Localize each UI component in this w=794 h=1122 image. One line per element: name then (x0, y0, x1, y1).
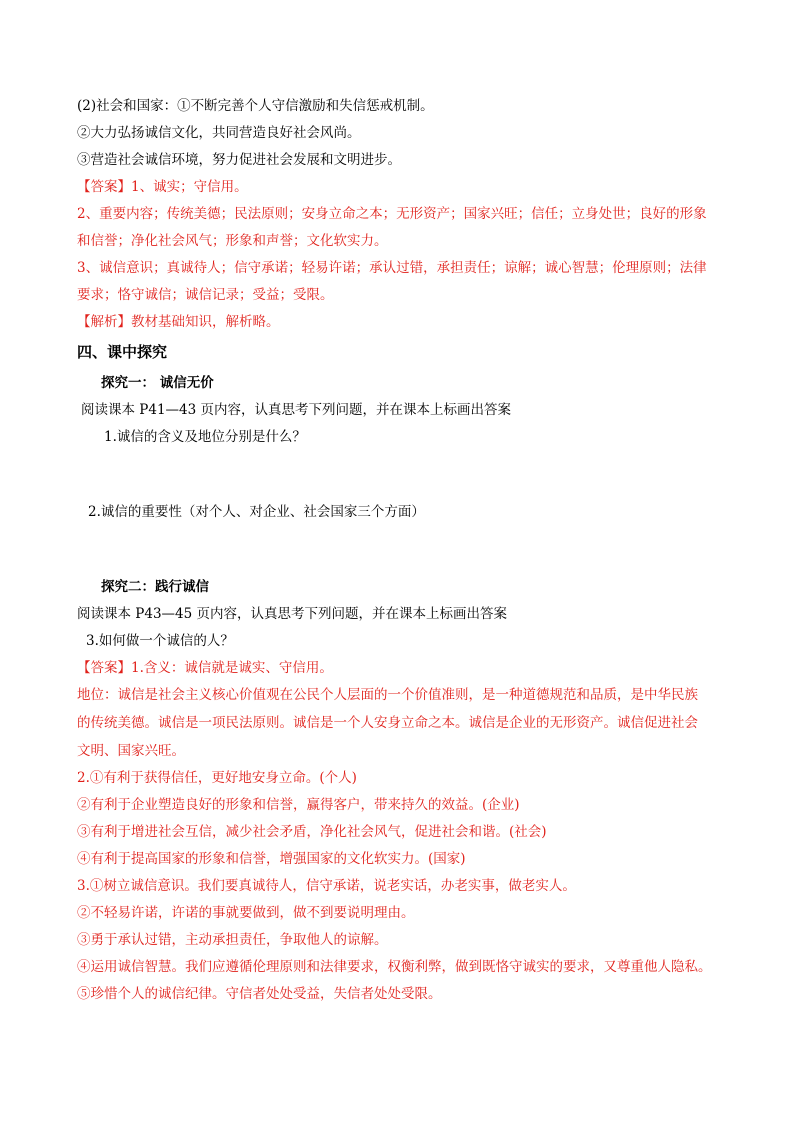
practice-line-4: ④运用诚信智慧。我们应遵循伦理原则和法律要求，权衡利弊，做到既恪守诚实的要求，又尊重他人隐私。 (77, 959, 712, 975)
importance-line-4: ④有利于提高国家的形象和信誉，增强国家的文化软实力。(国家) (77, 851, 466, 867)
answer2-tag: 【答案】 (77, 660, 131, 676)
section-title: 四、课中探究 (77, 343, 168, 361)
practice-line-5: ⑤珍惜个人的诚信纪律。守信者处处受益，失信者处处受限。 (77, 986, 442, 1002)
practice-line-3: ③勇于承认过错，主动承担责任，争取他人的谅解。 (77, 932, 388, 948)
society-line-3: ③营造社会诚信环境，努力促进社会发展和文明进步。 (77, 152, 401, 168)
answer2-text-1: 1.含义：诚信就是诚实、守信用。 (131, 660, 333, 676)
answer-tag: 【答案】 (77, 179, 131, 195)
answer1-text-1: 1、诚实；守信用。 (131, 179, 248, 195)
position-line-2: 的传统美德。诚信是一项民法原则。诚信是一个人安身立命之本。诚信是企业的无形资产。诚信促进社会 (77, 715, 698, 731)
importance-line-2: ②有利于企业塑造良好的形象和信誉，赢得客户，带来持久的效益。(企业) (77, 797, 520, 813)
answer1-line-1 (77, 177, 727, 197)
analysis-text: 教材基础知识，解析略。 (131, 314, 280, 330)
answer1-line-3: 和信誉；净化社会风气；形象和声誉；文化软实力。 (77, 233, 388, 249)
question-2: 2.诚信的重要性（对个人、对企业、社会国家三个方面） (88, 504, 425, 520)
explore1-title: 探究一： 诚信无价 (101, 375, 214, 391)
position-line-1: 地位：诚信是社会主义核心价值观在公民个人层面的一个价值准则，是一种道德规范和品质，是中华民族 (77, 687, 698, 703)
practice-line-2: ②不轻易许诺，许诺的事就要做到，做不到要说明理由。 (77, 905, 415, 921)
explore2-title: 探究二：践行诚信 (101, 579, 209, 595)
position-line-3: 文明、国家兴旺。 (77, 743, 185, 759)
practice-line-1: 3.①树立诚信意识。我们要真诚待人，信守承诺，说老实话，办老实事，做老实人。 (77, 878, 576, 894)
analysis-tag: 【解析】 (77, 314, 131, 330)
answer1-line-2: 2、重要内容；传统美德；民法原则；安身立命之本；无形资产；国家兴旺；信任；立身处世；良好的形象 (77, 206, 707, 222)
importance-line-1: 2.①有利于获得信任，更好地安身立命。(个人) (77, 770, 357, 786)
explore1-intro: 阅读课本 P41—43 页内容，认真思考下列问题，并在课本上标画出答案 (81, 402, 512, 418)
question-3: 3.如何做一个诚信的人？ (86, 633, 234, 649)
answer2-line-1 (77, 658, 727, 678)
society-line-2: ②大力弘扬诚信文化，共同营造良好社会风尚。 (77, 125, 361, 141)
explore2-intro: 阅读课本 P43—45 页内容，认真思考下列问题，并在课本上标画出答案 (77, 606, 508, 622)
answer1-line-4: 3、诚信意识；真诚待人；信守承诺；轻易许诺；承认过错，承担责任；谅解；诚心智慧；伦理原则；法律 (77, 260, 707, 276)
question-1: 1.诚信的含义及地位分别是什么？ (104, 429, 306, 445)
analysis-line (77, 312, 727, 332)
importance-line-3: ③有利于增进社会互信，减少社会矛盾，净化社会风气，促进社会和谐。(社会) (77, 824, 547, 840)
answer1-line-5: 要求；恪守诚信；诚信记录；受益；受限。 (77, 287, 334, 303)
society-line-1: (2)社会和国家：①不断完善个人守信激励和失信惩戒机制。 (77, 98, 434, 114)
